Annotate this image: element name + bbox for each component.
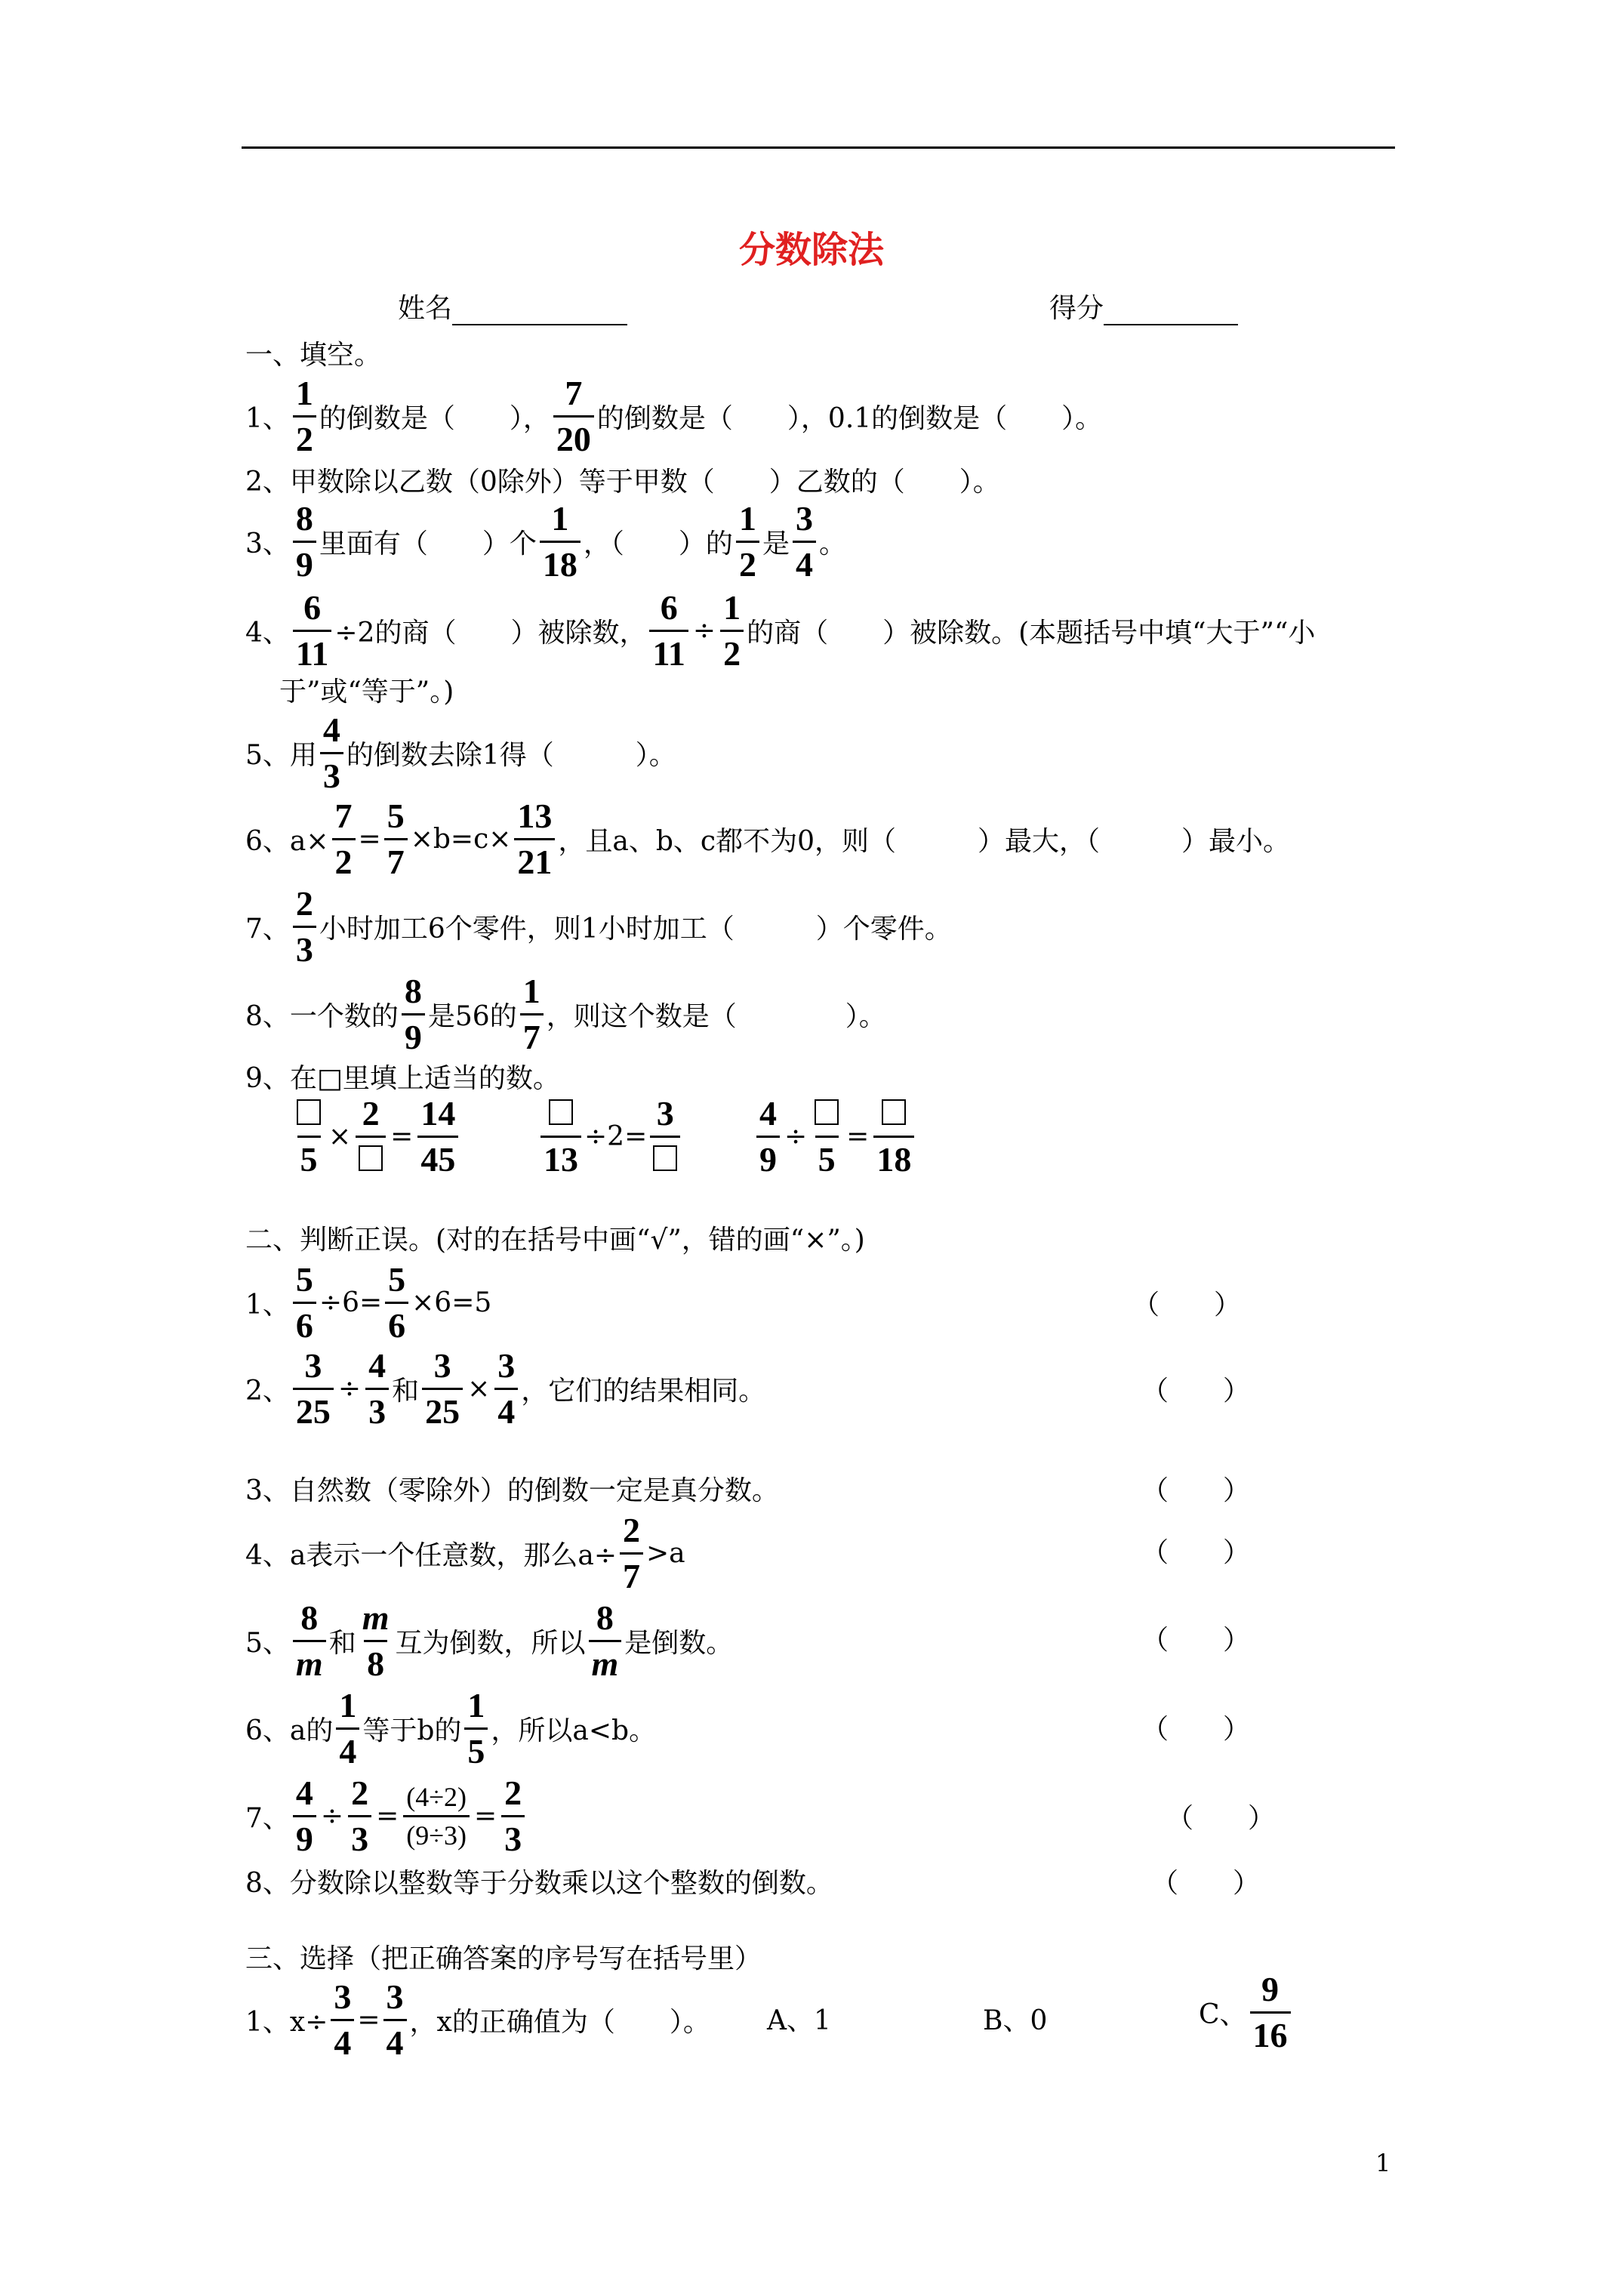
q-num: 3、 bbox=[245, 529, 290, 559]
s3-q1 bbox=[245, 1977, 710, 2062]
score-field[interactable] bbox=[1049, 287, 1238, 325]
fraction: $\frac{5}{7}$ bbox=[384, 799, 408, 880]
section3-heading: 三、选择（把正确答案的序号写在括号里） bbox=[245, 1943, 762, 1974]
q-num: 6、a× bbox=[245, 826, 329, 857]
header-rule bbox=[242, 146, 1395, 149]
fraction: $\frac{m}{8}$ bbox=[362, 1598, 390, 1683]
fraction: $\frac{3}{4}$ bbox=[331, 1980, 354, 2060]
s1-q3 bbox=[245, 501, 846, 582]
q-text: 和 bbox=[392, 1376, 420, 1407]
q-text: = bbox=[358, 824, 381, 855]
q-text: 是 bbox=[762, 529, 790, 559]
fraction: $\frac{3}{25}$ bbox=[293, 1348, 334, 1429]
q-num: 7、 bbox=[245, 1803, 290, 1834]
option-a[interactable]: A、1 bbox=[767, 2005, 831, 2036]
q-text: 是56的 bbox=[427, 1001, 517, 1032]
s2-q4 bbox=[245, 1513, 685, 1594]
q-text: ÷2的商（ ）被除数， bbox=[334, 618, 647, 649]
s1-q9: 9、在□里填上适当的数。 bbox=[245, 1063, 560, 1094]
page-title: 分数除法 bbox=[738, 229, 884, 271]
q-num: 7、 bbox=[245, 914, 290, 945]
q-num: 1、 bbox=[245, 1290, 290, 1321]
s1-q2: 2、甲数除以乙数（0除外）等于甲数（ ）乙数的（ ）。 bbox=[245, 467, 1000, 498]
q9-eq1: 5 × 2 = $\frac{14}{45}$ bbox=[291, 1096, 461, 1177]
q-num: 1、 bbox=[245, 403, 290, 434]
fraction: $\frac{3}{4}$ bbox=[383, 1980, 407, 2060]
s2-q5 bbox=[245, 1598, 734, 1683]
fraction: $\frac{8}{9}$ bbox=[402, 974, 425, 1055]
q-num: 2、 bbox=[245, 1376, 290, 1407]
answer-paren[interactable]: （ ） bbox=[1141, 1714, 1251, 1745]
q-text: 小时加工6个零件，则1小时加工（ ）个零件。 bbox=[319, 914, 952, 945]
answer-box[interactable] bbox=[297, 1099, 321, 1125]
fraction: $\frac{4}{3}$ bbox=[320, 713, 343, 794]
fraction: $\frac{1}{4}$ bbox=[336, 1688, 359, 1769]
fraction: $\frac{9}{16}$ bbox=[1250, 1972, 1291, 2053]
fraction: 13 bbox=[540, 1096, 581, 1177]
q-text: 。 bbox=[818, 529, 846, 559]
q-num: 6、a的 bbox=[245, 1715, 334, 1746]
s1-q7 bbox=[245, 886, 952, 967]
answer-paren[interactable]: （ ） bbox=[1166, 1803, 1276, 1834]
s1-q8 bbox=[245, 974, 886, 1055]
s2-q3: 3、自然数（零除外）的倒数一定是真分数。 bbox=[245, 1475, 779, 1506]
s2-q6 bbox=[245, 1688, 656, 1769]
fraction: $\frac{2}{3}$ bbox=[501, 1776, 525, 1857]
score-blank[interactable] bbox=[1104, 300, 1238, 325]
fraction: $\frac{6}{11}$ bbox=[649, 590, 688, 671]
q-text: 的倒数是（ ）， bbox=[319, 403, 550, 434]
q-text: 的商（ ）被除数。(本题括号中填“大于”“小 bbox=[747, 618, 1316, 649]
name-field[interactable] bbox=[398, 287, 627, 325]
option-c[interactable] bbox=[1199, 1972, 1294, 2053]
s1-q5 bbox=[245, 710, 676, 795]
fraction: $\frac{8}{m}$ bbox=[589, 1601, 622, 1681]
answer-paren[interactable]: （ ） bbox=[1141, 1537, 1251, 1568]
page-number: 1 bbox=[1375, 2149, 1391, 2177]
answer-box[interactable] bbox=[882, 1099, 906, 1125]
fraction: 2 bbox=[356, 1096, 386, 1177]
q-text: 互为倒数，所以 bbox=[395, 1628, 586, 1659]
q-text: ，所以a<b。 bbox=[491, 1715, 657, 1746]
fraction: $\frac{3}{25}$ bbox=[422, 1348, 463, 1429]
fraction: $\frac{6}{11}$ bbox=[293, 590, 331, 671]
q-num: 8、一个数的 bbox=[245, 1001, 399, 1032]
name-label: 姓名 bbox=[398, 293, 453, 324]
fraction: 18 bbox=[873, 1096, 914, 1177]
fraction: 5 bbox=[812, 1096, 842, 1177]
s2-q7: 7、 $\frac{4}{9}$ ÷ $\frac{2}{3}$ = $\frac{(4\div 2)}{(9\div 3)}$ = $\frac{2}{3}$ bbox=[245, 1776, 528, 1857]
section2-heading: 二、判断正误。(对的在括号中画“√”，错的画“×”。) bbox=[245, 1225, 865, 1256]
q-text: ，（ ）的 bbox=[583, 529, 733, 559]
q-text: = bbox=[357, 2005, 380, 2036]
q-text: 里面有（ ）个 bbox=[319, 529, 537, 559]
fraction: $\frac{8}{m}$ bbox=[293, 1601, 326, 1681]
s2-q2: 2、 $\frac{3}{25}$ ÷ $\frac{4}{3}$ 和 $\frac{3}{25}$ × $\frac{3}{4}$ ，它们的结果相同。 bbox=[245, 1346, 766, 1431]
fraction: $\frac{1}{2}$ bbox=[720, 590, 744, 671]
answer-box[interactable] bbox=[359, 1145, 383, 1171]
fraction: $\frac{2}{7}$ bbox=[620, 1513, 643, 1594]
q-num: 4、 bbox=[245, 618, 290, 649]
s1-q4: 4、 $\frac{6}{11}$ ÷2的商（ ）被除数， $\frac{6}{11}$ ÷ $\frac{1}{2}$ 的商（ ）被除数。(本题括号中填“大于”“小 bbox=[245, 588, 1316, 673]
score-label: 得分 bbox=[1049, 293, 1104, 324]
fraction: $\frac{3}{4}$ bbox=[494, 1348, 518, 1429]
q-text: ，则这个数是（ ）。 bbox=[546, 1001, 886, 1032]
q-text: 的倒数是（ ），0.1的倒数是（ ）。 bbox=[596, 403, 1103, 434]
fraction: $\frac{7}{20}$ bbox=[553, 376, 594, 457]
q-num: 5、 bbox=[245, 1628, 290, 1659]
s1-q6 bbox=[245, 799, 1290, 880]
fraction: $\frac{5}{6}$ bbox=[385, 1262, 408, 1343]
fraction: $\frac{8}{9}$ bbox=[293, 501, 316, 582]
fraction: $\frac{13}{21}$ bbox=[514, 799, 555, 880]
q9-eq3: $\frac{4}{9}$ ÷ 5 = 18 bbox=[753, 1096, 917, 1177]
option-b[interactable]: B、0 bbox=[983, 2005, 1048, 2036]
fraction: $\frac{5}{6}$ bbox=[293, 1262, 316, 1343]
answer-box[interactable] bbox=[815, 1099, 839, 1125]
s2-q8: 8、分数除以整数等于分数乘以这个整数的倒数。 bbox=[245, 1868, 833, 1899]
answer-box[interactable] bbox=[549, 1099, 573, 1125]
q-text: ÷2= bbox=[584, 1121, 648, 1152]
q-text: ÷6= bbox=[319, 1287, 383, 1318]
fraction: $\frac{1}{7}$ bbox=[520, 974, 544, 1055]
q-text: ×b=c× bbox=[410, 824, 512, 855]
option-label: C、 bbox=[1199, 1999, 1247, 2030]
fraction: $\frac{3}{4}$ bbox=[793, 501, 816, 582]
fraction: $\frac{4}{9}$ bbox=[756, 1096, 780, 1177]
answer-paren[interactable]: （ ） bbox=[1141, 1475, 1251, 1506]
fraction: $\frac{2}{3}$ bbox=[293, 886, 316, 967]
fraction: $\frac{7}{2}$ bbox=[332, 799, 356, 880]
section1-heading: 一、填空。 bbox=[245, 340, 382, 371]
fraction: 3 bbox=[650, 1096, 680, 1177]
q-num: 4、a表示一个任意数，那么a÷ bbox=[245, 1540, 617, 1571]
answer-box[interactable] bbox=[653, 1145, 677, 1171]
fraction: 5 bbox=[294, 1096, 324, 1177]
fraction: $\frac{1}{5}$ bbox=[464, 1688, 488, 1769]
s1-q1 bbox=[245, 376, 1102, 457]
q-text: ，它们的结果相同。 bbox=[521, 1376, 766, 1407]
q-text: 的倒数去除1得（ ）。 bbox=[346, 740, 676, 771]
q-text: ，x的正确值为（ ）。 bbox=[409, 2007, 710, 2038]
q-text: 等于b的 bbox=[362, 1715, 462, 1746]
q-text: ，且a、b、c都不为0，则（ ）最大，（ ）最小。 bbox=[558, 826, 1290, 857]
q9-eq2 bbox=[537, 1096, 683, 1177]
s2-q1 bbox=[245, 1262, 491, 1343]
fraction: $\frac{(4\div 2)}{(9\div 3)}$ bbox=[403, 1783, 470, 1849]
answer-paren[interactable]: （ ） bbox=[1132, 1290, 1242, 1321]
fraction: $\frac{14}{45}$ bbox=[417, 1096, 458, 1177]
fraction: $\frac{4}{3}$ bbox=[365, 1348, 389, 1429]
q-text: 和 bbox=[328, 1628, 356, 1659]
fraction: $\frac{4}{9}$ bbox=[293, 1776, 316, 1857]
name-blank[interactable] bbox=[452, 300, 627, 325]
q-text: >a bbox=[646, 1538, 685, 1569]
answer-paren[interactable]: （ ） bbox=[1151, 1868, 1261, 1899]
s1-q4-line2: 于”或“等于”。) bbox=[279, 676, 454, 707]
q-text: ×6=5 bbox=[411, 1287, 492, 1318]
answer-paren[interactable]: （ ） bbox=[1141, 1376, 1251, 1407]
fraction: $\frac{1}{18}$ bbox=[540, 501, 581, 582]
answer-paren[interactable]: （ ） bbox=[1141, 1625, 1251, 1656]
q-text: 是倒数。 bbox=[624, 1628, 734, 1659]
fraction: $\frac{1}{2}$ bbox=[736, 501, 759, 582]
fraction: $\frac{1}{2}$ bbox=[293, 376, 316, 457]
q-num: 1、x÷ bbox=[245, 2007, 328, 2038]
q-num: 5、用 bbox=[245, 740, 317, 771]
fraction: $\frac{2}{3}$ bbox=[348, 1776, 371, 1857]
